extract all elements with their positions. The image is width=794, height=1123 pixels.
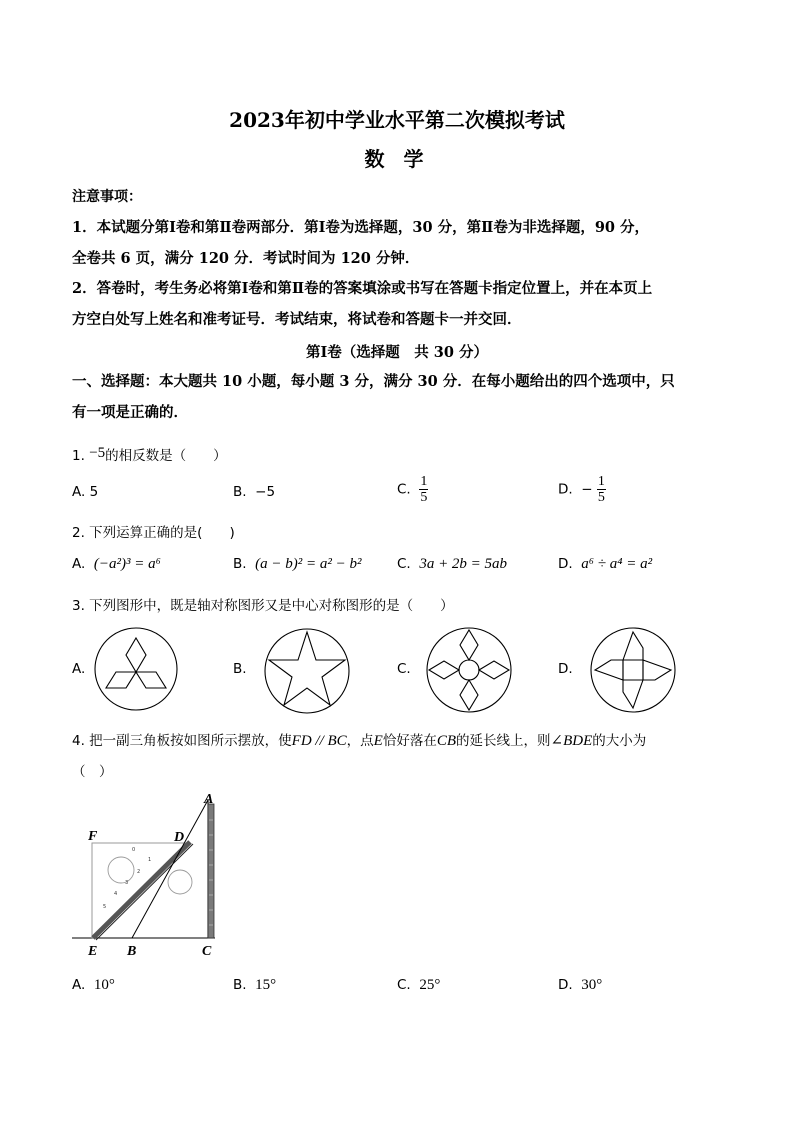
ruler-tick-0: 0 xyxy=(132,847,136,853)
section-instructions-line-2: 有一项是正确的． xyxy=(72,404,188,421)
q1-option-d-fraction xyxy=(597,474,606,505)
q2-option-b xyxy=(233,556,362,573)
q2-option-a xyxy=(72,556,161,573)
q4-option-b-value: 15° xyxy=(255,977,277,993)
q3-figure-d xyxy=(587,626,679,714)
question-1-stem xyxy=(72,444,227,465)
notes-item-1-line-2: 全卷共 6 页，满分 120 分．考试时间为 120 分钟． xyxy=(72,250,420,267)
q1-option-d-denominator: 5 xyxy=(597,490,605,505)
point-label-d: D xyxy=(174,830,185,845)
ruler-tick-4: 4 xyxy=(114,891,118,897)
q2-option-d-expr: a⁶ ÷ a⁴ = a² xyxy=(581,556,653,572)
question-4-text-d: 的延长线上，则 xyxy=(456,733,551,749)
q1-option-a-value: 5 xyxy=(89,484,99,500)
q1-option-d-sign: − xyxy=(581,481,593,498)
question-4-text-b: ，点 xyxy=(346,733,374,749)
q1-option-b xyxy=(233,484,275,500)
q4-option-d xyxy=(558,977,602,994)
q3-option-a-label: A. xyxy=(72,661,86,677)
question-4-text-c: 恰好落在 xyxy=(382,733,437,749)
ruler-tick-5: 5 xyxy=(103,904,107,910)
q1-option-c-label: C. xyxy=(397,481,411,498)
point-label-b: B xyxy=(127,944,137,959)
q3-option-b-label: B. xyxy=(233,661,247,677)
q1-option-b-label: B. xyxy=(233,484,247,500)
q4-option-a-value: 10° xyxy=(93,977,115,993)
q4-option-a-label: A. xyxy=(72,977,86,993)
question-4-math-cb: CB xyxy=(436,733,457,749)
q4-option-b-label: B. xyxy=(233,977,247,993)
q4-option-c xyxy=(397,977,440,994)
q2-option-b-label: B. xyxy=(233,556,247,572)
question-4-stem xyxy=(72,729,732,750)
subject-title: 数 学 xyxy=(364,147,430,171)
notes-heading: 注意事项： xyxy=(72,189,142,205)
question-4-text-a: 4. 把一副三角板按如图所示摆放，使 xyxy=(72,733,292,749)
q2-option-c-label: C. xyxy=(397,556,411,572)
point-label-c: C xyxy=(202,944,212,959)
q1-option-c-denominator: 5 xyxy=(420,490,428,505)
q1-option-c-fraction xyxy=(419,474,428,505)
question-4-text-e: 的大小为 xyxy=(592,733,647,749)
exam-title: 2023年初中学业水平第二次模拟考试 xyxy=(229,108,565,132)
notes-item-2 xyxy=(72,273,726,335)
ruler-tick-2: 2 xyxy=(137,869,141,875)
q2-option-d xyxy=(558,556,652,573)
q2-option-d-label: D. xyxy=(558,556,573,572)
q3-figure-a xyxy=(86,626,186,712)
q3-figure-c xyxy=(424,626,514,714)
q2-option-a-expr: (−a²)³ = a⁶ xyxy=(93,556,161,572)
point-label-a: A xyxy=(204,792,214,807)
section-title: 第Ⅰ卷（选择题 共 30 分） xyxy=(305,344,489,361)
question-4-math-fd-bc: FD // BC xyxy=(291,733,347,749)
notes-item-2-line-1: 2．答卷时，考生务必将第Ⅰ卷和第Ⅱ卷的答案填涂或书写在答题卡指定位置上，并在本页上 xyxy=(72,280,653,297)
q1-option-a xyxy=(72,484,98,500)
q3-option-d-label: D. xyxy=(558,661,573,677)
question-4-math-e: E xyxy=(373,733,383,749)
q1-option-a-label: A. xyxy=(72,484,86,500)
question-2-stem: 2. 下列运算正确的是( ) xyxy=(72,525,235,541)
point-label-f: F xyxy=(88,829,98,844)
q4-option-d-value: 30° xyxy=(581,977,603,993)
section-instructions-line-1: 一、选择题：本大题共 10 小题，每小题 3 分，满分 30 分．在每小题给出的四个选项中，只 xyxy=(72,373,675,390)
ruler-tick-1: 1 xyxy=(148,857,152,863)
q2-option-c-expr: 3a + 2b = 5ab xyxy=(419,556,508,572)
q2-option-c xyxy=(397,556,507,573)
q1-option-b-value: −5 xyxy=(255,484,276,500)
q4-option-d-label: D. xyxy=(558,977,573,993)
q1-option-d xyxy=(558,474,606,505)
ruler-tick-3: 3 xyxy=(125,880,129,886)
q2-option-a-label: A. xyxy=(72,556,86,572)
question-1-text: 的相反数是（ ） xyxy=(105,448,227,464)
q2-option-b-expr: (a − b)² = a² − b² xyxy=(255,556,362,572)
question-4-math-angle: ∠BDE xyxy=(550,733,593,749)
q4-figure xyxy=(70,790,230,962)
q3-option-c-label: C. xyxy=(397,661,411,677)
notes-item-1-line-1: 1．本试题分第Ⅰ卷和第Ⅱ卷两部分．第Ⅰ卷为选择题，30 分，第Ⅱ卷为非选择题，90 分， xyxy=(72,219,650,236)
question-4-blank: （ ） xyxy=(72,764,113,780)
q4-option-c-label: C. xyxy=(397,977,411,993)
q4-option-c-value: 25° xyxy=(419,977,441,993)
q4-option-b xyxy=(233,977,276,994)
notes-item-1 xyxy=(72,212,726,274)
question-1-expr: −5 xyxy=(89,445,106,461)
question-3-stem: 3. 下列图形中，既是轴对称图形又是中心对称图形的是（ ） xyxy=(72,598,454,614)
q3-figure-b xyxy=(262,626,352,714)
section-instructions xyxy=(72,366,726,428)
q1-option-c-numerator: 1 xyxy=(420,474,428,489)
q1-option-d-label: D. xyxy=(558,481,573,498)
notes-item-2-line-2: 方空白处写上姓名和准考证号．考试结束，将试卷和答题卡一并交回． xyxy=(72,311,522,328)
q1-option-d-numerator: 1 xyxy=(597,474,605,489)
question-1-number: 1. xyxy=(72,448,85,464)
q1-option-c xyxy=(397,474,428,505)
point-label-e: E xyxy=(88,944,98,959)
q4-option-a xyxy=(72,977,115,994)
